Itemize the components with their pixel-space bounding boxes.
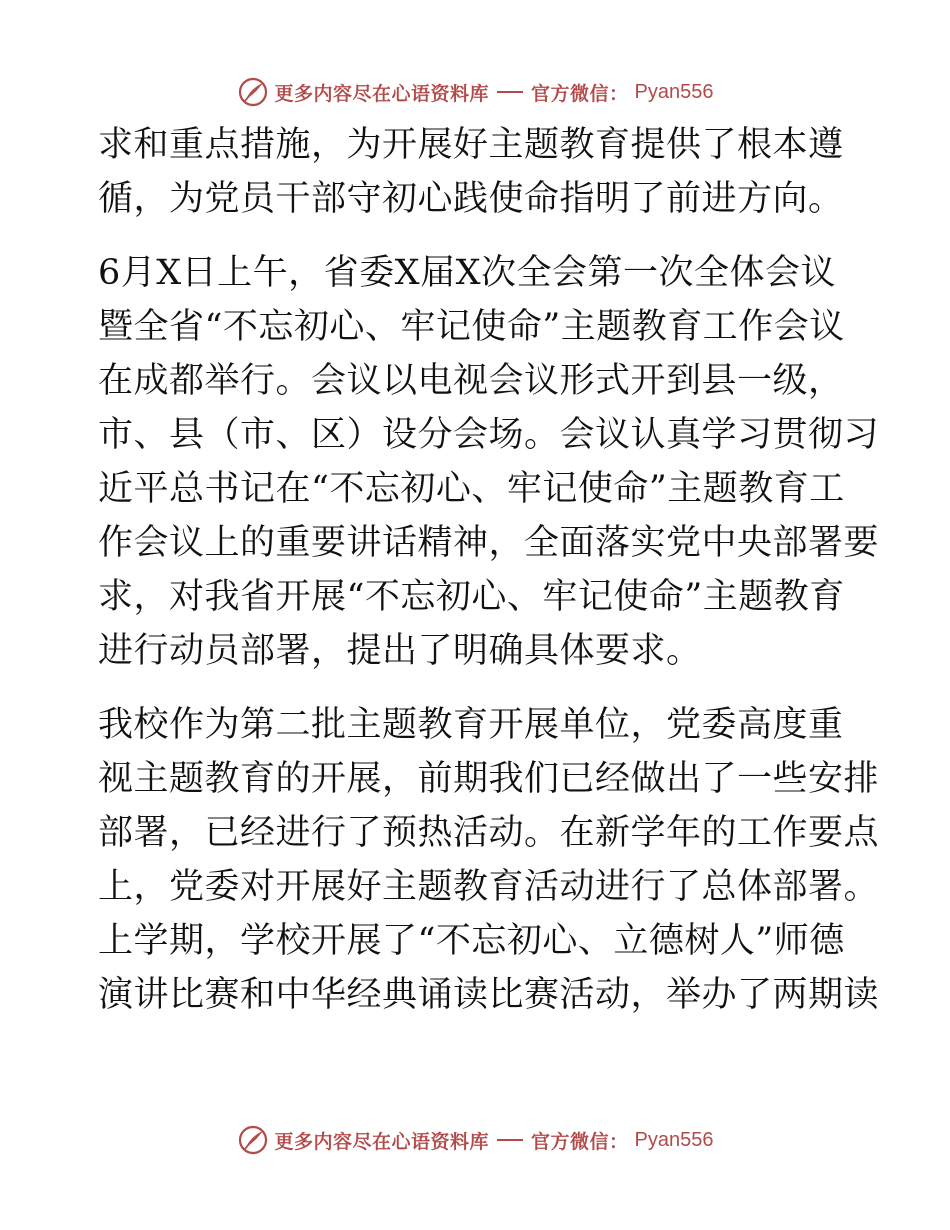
text-line: 我校作为第二批主题教育开展单位，党委高度重 [98, 705, 844, 745]
document-body [98, 118, 880, 1022]
text-line: 循，为党员干部守初心践使命指明了前进方向。 [98, 179, 844, 219]
text-line: 近平总书记在“不忘初心、牢记使命”主题教育工 [98, 469, 845, 509]
text-line: 求和重点措施，为开展好主题教育提供了根本遵 [98, 125, 844, 165]
text-line: 视主题教育的开展，前期我们已经做出了一些安排 [98, 759, 880, 799]
text-line: 在成都举行。会议以电视会议形式开到县一级， [98, 361, 844, 401]
watermark-handle: Pyan556 [634, 1128, 714, 1151]
watermark-label: 更多内容尽在心语资料库 [274, 1130, 490, 1153]
quill-logo-icon [237, 1124, 269, 1156]
text-line: 演讲比赛和中华经典诵读比赛活动，举办了两期读 [98, 975, 880, 1015]
text-line: 部署，已经进行了预热活动。在新学年的工作要点 [98, 813, 880, 853]
text-line: 作会议上的重要讲话精神，全面落实党中央部署要 [98, 523, 880, 563]
text-line: 进行动员部署，提出了明确具体要求。 [98, 631, 702, 671]
paragraph-2 [98, 246, 880, 678]
text-line: 上学期，学校开展了“不忘初心、立德树人”师德 [98, 921, 845, 961]
watermark-official-prefix: 官方微信： [531, 1130, 629, 1153]
paragraph-3 [98, 698, 880, 1022]
watermark-banner-bottom [0, 1120, 950, 1160]
text-line: 上，党委对开展好主题教育活动进行了总体部署。 [98, 867, 880, 907]
watermark-separator [497, 1139, 523, 1141]
watermark-label: 更多内容尽在心语资料库 [274, 82, 490, 105]
text-line: 6月X日上午，省委X届X次全会第一次全体会议 [98, 253, 837, 293]
text-line: 市、县（市、区）设分会场。会议认真学习贯彻习 [98, 415, 880, 455]
quill-logo-icon [237, 76, 269, 108]
text-line: 求，对我省开展“不忘初心、牢记使命”主题教育 [98, 577, 845, 617]
watermark-handle: Pyan556 [634, 80, 714, 103]
paragraph-1 [98, 118, 858, 226]
watermark-separator [497, 91, 523, 93]
watermark-official-prefix: 官方微信： [531, 82, 629, 105]
watermark-banner-top [0, 72, 950, 112]
text-line: 暨全省“不忘初心、牢记使命”主题教育工作会议 [98, 307, 845, 347]
